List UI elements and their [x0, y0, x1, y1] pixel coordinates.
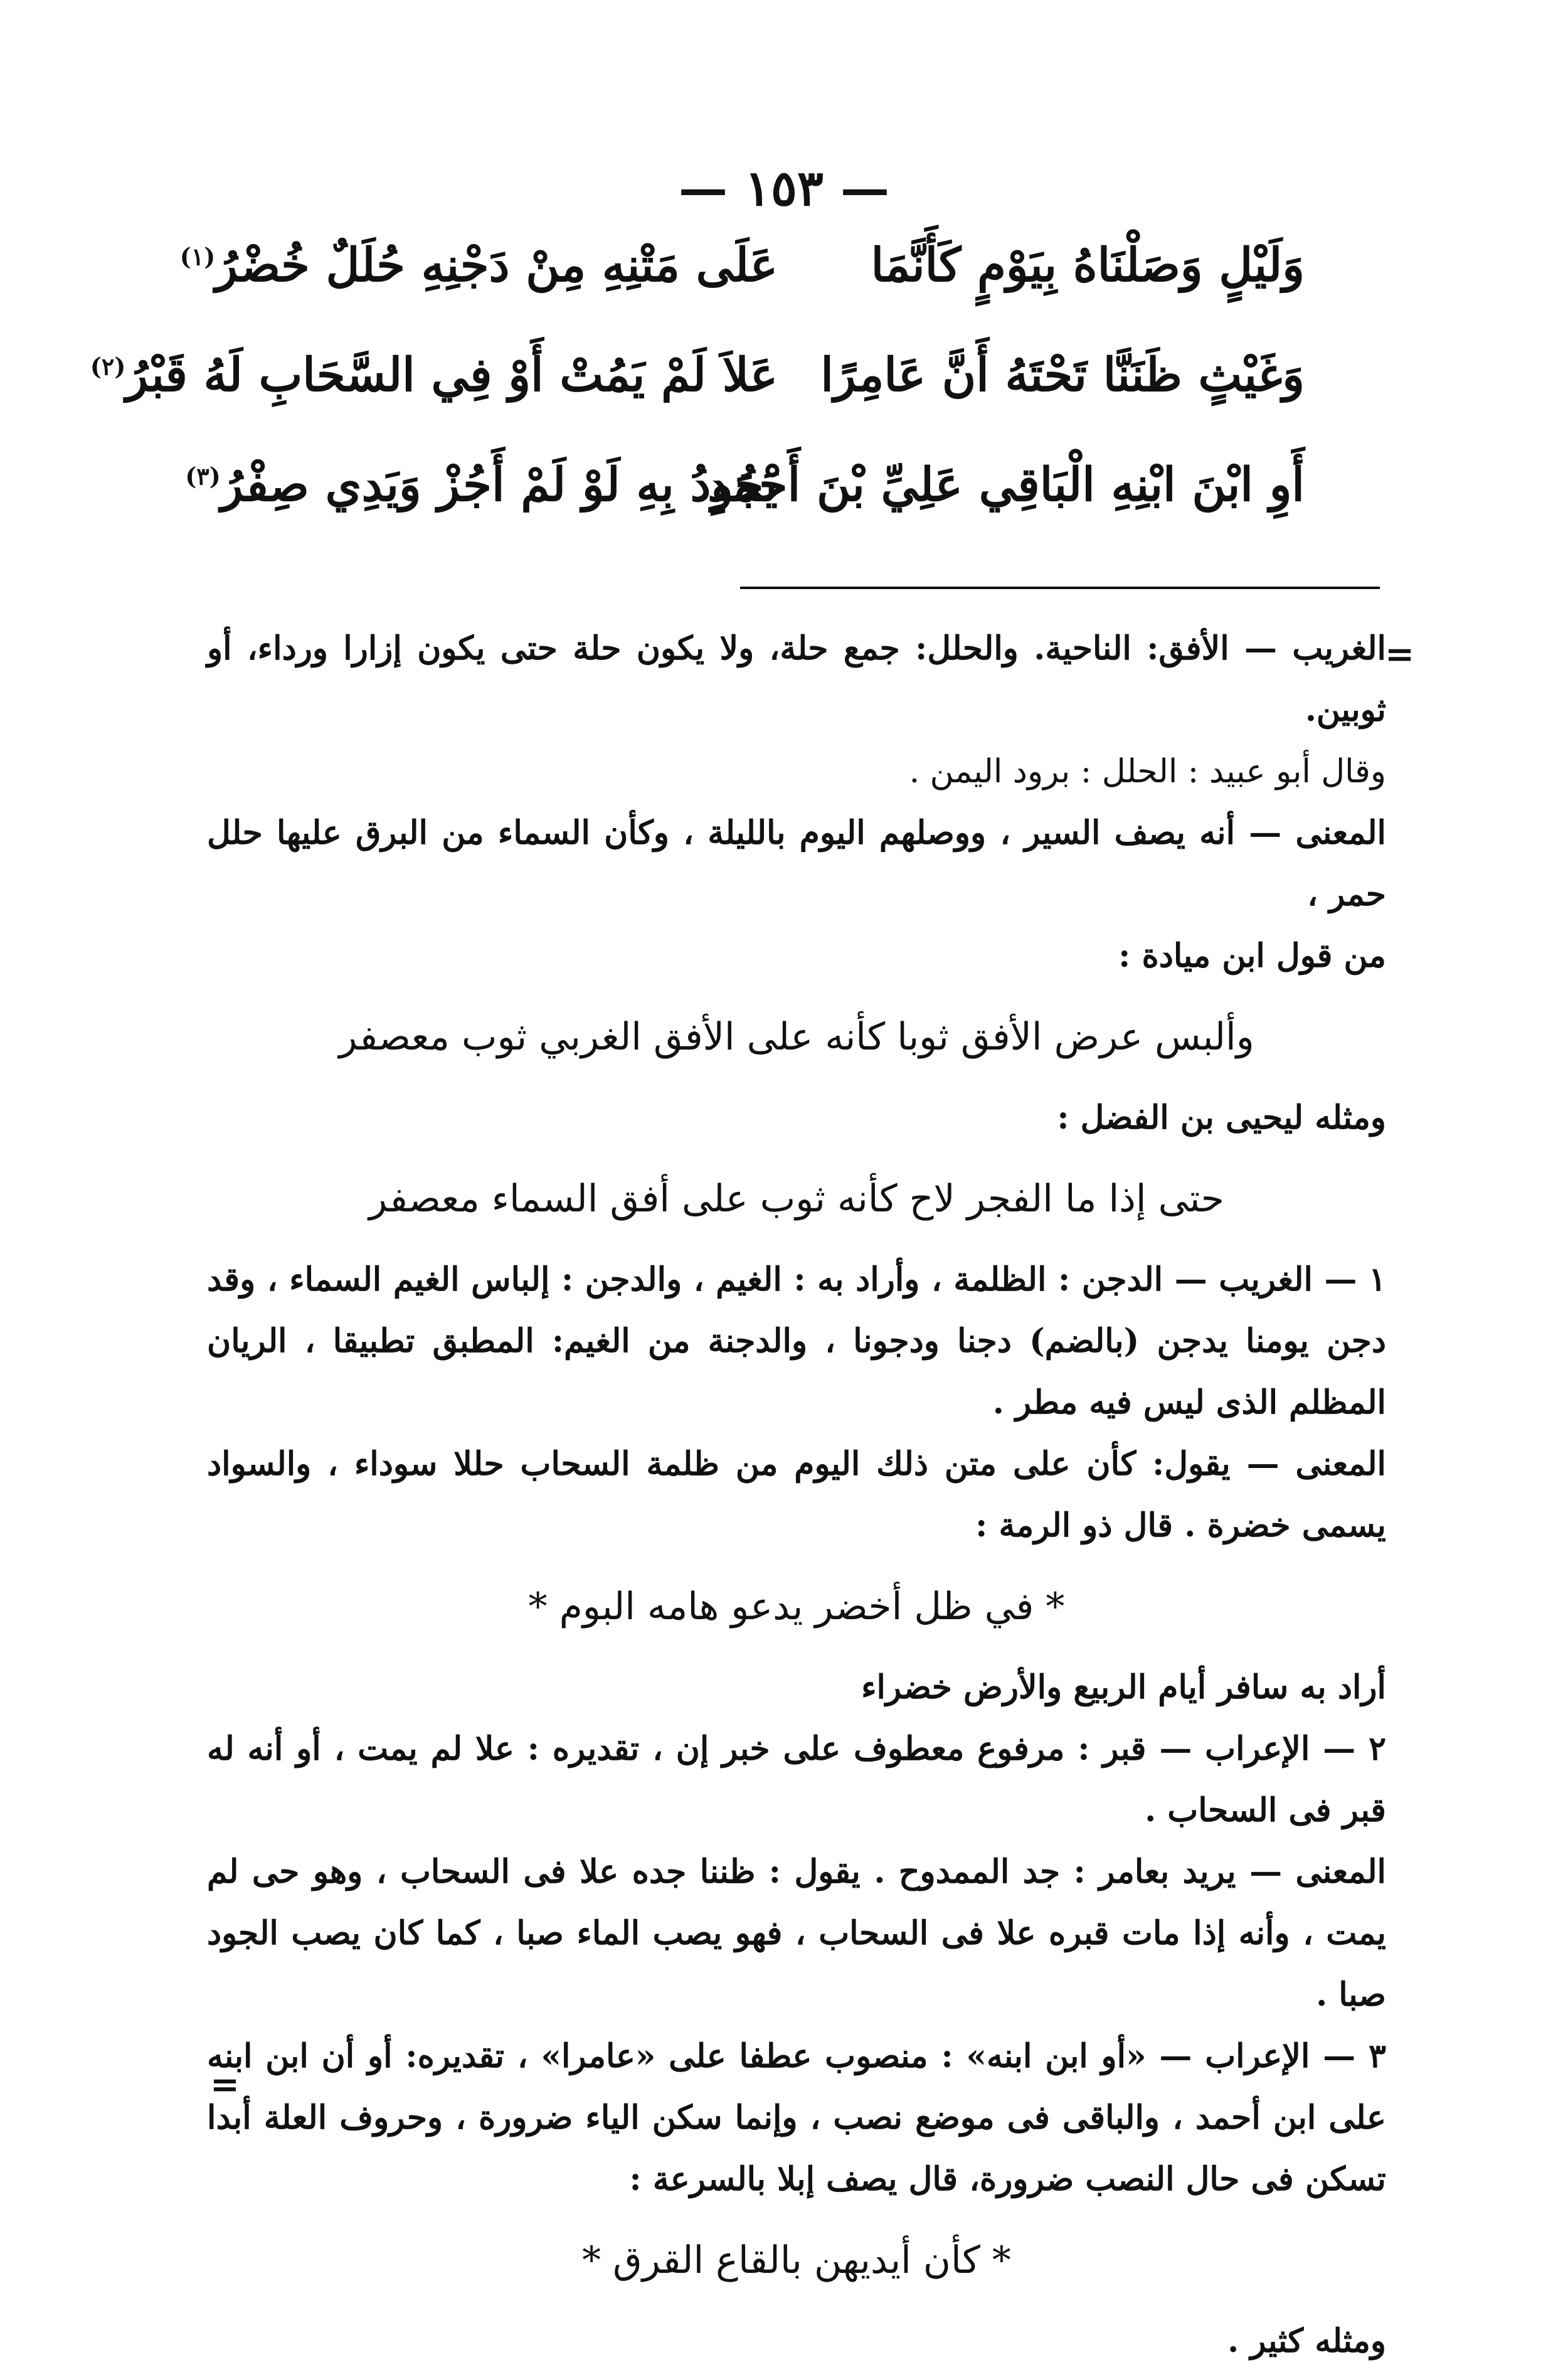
verse-2: [90, 348, 1305, 423]
note-1-rabi: أراد به سافر أيام الربيع والأرض خضراء: [861, 1668, 1386, 1706]
verse-2-first-hemistich: وَغَيْثٍ ظَنَنَّا تَحْتَهُ أَنَّ عَامِرًا: [820, 348, 1305, 402]
verse-3-second-text: يَجُودُ بِهِ لَوْ لَمْ أَجُزْ وَيَدِي صِفْرُ: [220, 458, 778, 512]
verse-1-second-text: عَلَى مَتْنِهِ مِنْ دَجْنِهِ حُلَلٌ خُضْرُ: [215, 238, 778, 292]
note-1-gharib: ١ — الغريب — الدجن : الظلمة ، وأراد به : الغيم ، والدجن : إلباس الغيم السماء ، وقد دجن يومنا يدجن (بالضم) دجنا ودجونا ، والدجنة من الغيم: المطبق تطبيقا ، الريان المظلم الذى ليس فيه مطر .: [207, 1260, 1386, 1422]
verse-3-note-ref: (٣): [185, 462, 221, 491]
note-abu-ubaid: وقال أبو عبيد : الحلل : برود اليمن .: [909, 753, 1386, 790]
note-2-irab: ٢ — الإعراب — قبر : مرفوع معطوف على خبر إن ، تقديره : علا لم يمت ، أو أنه له قبر فى السحاب .: [207, 1730, 1386, 1829]
note-1-mana: المعنى — يقول: كأن على متن ذلك اليوم من ظلمة السحاب حللا سوداء ، والسواد يسمى خضرة . قال ذو الرمة :: [207, 1445, 1386, 1545]
note-mithluhu: ومثله كثير .: [1227, 2322, 1386, 2360]
verse-1-note-ref: (١): [179, 242, 216, 271]
note-mana: المعنى — أنه يصف السير ، ووصلهم اليوم بالليلة ، وكأن السماء من البرق عليها حلل حمر ،: [207, 814, 1386, 913]
verse-2-note-ref: (٢): [90, 352, 126, 381]
footnote-separator: [740, 587, 1380, 589]
verse-1-first-hemistich: وَلَيْلٍ وَصَلْنَاهُ بِيَوْمٍ كَأَنَّمَا: [871, 238, 1305, 292]
verse-3-first-hemistich: أَوِ ابْنَ ابْنِهِ الْبَاقِي عَلِيِّ بْنَ أَحْمَدٍ: [707, 458, 1305, 512]
notes-end-mark: =: [210, 2064, 240, 2105]
note-3-irab: ٣ — الإعراب — «أو ابن ابنه» : منصوب عطفا على «عامرا» ، تقديره: أو أن ابن ابنه على ابن أحمد ، والباقى فى موضع نصب ، وإنما سكن الياء ضرورة ، وحروف العلة أبدا تسكن فى حال النصب ضرورة، قال يصف إبلا بالسرعة :: [207, 2037, 1386, 2198]
note-gharib: الغريب — الأفق: الناحية. والحلل: جمع حلة، ولا يكون حلة حتى يكون إزارا ورداء، أو ثوبين.: [207, 629, 1386, 729]
verse-1: [179, 238, 1305, 314]
verse-3-second-hemistich: [185, 458, 778, 512]
notes-intro-mark: =: [1385, 634, 1414, 675]
verse-2-second-text: عَلاَ لَمْ يَمُتْ أَوْ فِي السَّحَابِ لَهُ قَبْرُ: [125, 348, 778, 402]
quote-ibil: * كأن أيديهن بالقاع القرق *: [582, 2238, 1011, 2282]
page-number: — ١٥٣ —: [679, 160, 889, 217]
verse-3: [185, 458, 1305, 533]
quote-dhu-rumma: * في ظل أخضر يدعو هامه البوم *: [528, 1585, 1065, 1629]
verse-1-second-hemistich: [179, 238, 778, 292]
verse-2-second-hemistich: [90, 348, 778, 402]
footnotes: [207, 618, 1386, 2372]
quote-yahya: حتى إذا ما الفجر لاح كأنه ثوب على أفق السماء معصفر: [369, 1177, 1224, 1221]
quote-ibn-mayyada: وألبس عرض الأفق ثوبا كأنه على الأفق الغربي ثوب معصفر: [339, 1015, 1254, 1059]
note-yahya: ومثله ليحيى بن الفضل :: [1057, 1098, 1386, 1137]
note-2-mana: المعنى — يريد بعامر : جد الممدوح . يقول : ظننا جده علا فى السحاب ، وهو حى لم يمت ، وأنه إذا مات قبره علا فى السحاب ، فهو يصب الماء صبا ، كما كان يصب الجود صبا .: [207, 1853, 1386, 2014]
note-ibn-mayyada: من قول ابن ميادة :: [1118, 937, 1386, 975]
